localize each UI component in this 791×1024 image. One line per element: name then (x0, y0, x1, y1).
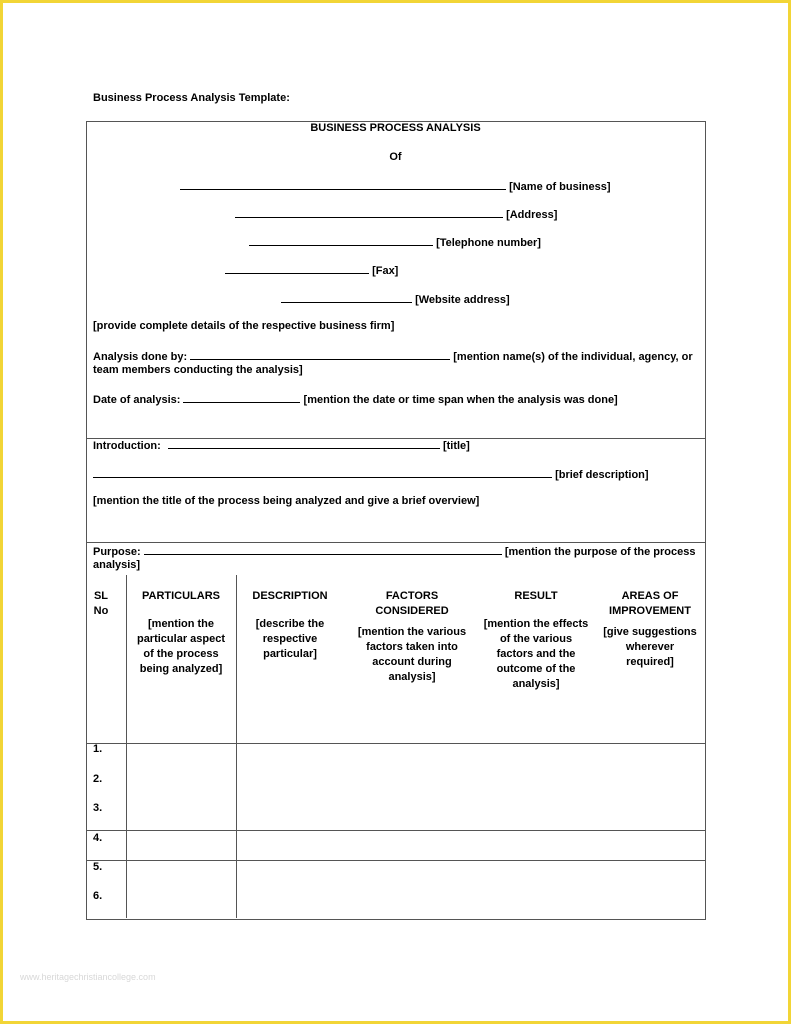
divider-row-5 (86, 860, 705, 861)
telephone-label: [Telephone number] (436, 237, 541, 249)
column-result-heading-line: RESULT (514, 590, 558, 602)
introduction-brief-note: [brief description] (555, 469, 649, 481)
watermark: www.heritagechristiancollege.com (20, 972, 156, 982)
column-result-instruction-line: factors and the (496, 648, 576, 660)
column-factors-considered (350, 589, 474, 685)
analysis-done-by-blank[interactable] (190, 349, 450, 360)
analysis-done-by-note: [mention name(s) of the individual, agency, or (453, 351, 693, 363)
column-result-instructions (478, 617, 594, 692)
column-description-instruction-line: particular] (263, 648, 317, 660)
purpose-label: Purpose: (93, 546, 141, 558)
column-result (478, 589, 594, 692)
date-of-analysis-label: Date of analysis: (93, 394, 181, 406)
analysis-done-by-label: Analysis done by: (93, 351, 188, 363)
table-row-number: 3. (93, 802, 103, 814)
address-blank[interactable] (235, 207, 503, 218)
column-particulars-heading-line: PARTICULARS (141, 590, 220, 602)
table-row-number: 5. (93, 861, 103, 873)
column-result-heading (478, 589, 594, 604)
column-factors-instruction-line: [mention the various (357, 626, 467, 638)
website-blank[interactable] (281, 292, 412, 303)
introduction-overview-note: [mention the title of the process being analyzed and give a brief overview] (93, 495, 480, 507)
column-factors-heading-line: FACTORS (385, 590, 439, 602)
table-row-number: 1. (93, 743, 103, 755)
divider-purpose (86, 542, 705, 543)
column-particulars-instruction-line: being analyzed] (139, 663, 223, 675)
column-result-instruction-line: analysis] (512, 678, 560, 690)
introduction-title-note: [title] (442, 440, 470, 452)
column-result-instruction-line: [mention the effects (483, 618, 589, 630)
analysis-done-by-note-continued: team members conducting the analysis] (93, 364, 303, 376)
column-improvement-heading-line: AREAS OF (621, 590, 679, 602)
column-particulars-instruction-line: [mention the (148, 618, 214, 630)
divider-row-4 (86, 830, 705, 831)
table-row-number: 4. (93, 832, 103, 844)
fax-row (225, 263, 398, 277)
divider-row-1 (86, 743, 705, 744)
column-improvement-instruction-line: [give suggestions (603, 626, 697, 638)
introduction-row (93, 438, 470, 452)
address-row (235, 207, 557, 221)
introduction-label: Introduction: (93, 440, 161, 452)
purpose-note-continued: analysis] (93, 559, 141, 571)
column-sl-no-heading-line: SL (93, 590, 109, 602)
name-of-business-row (180, 179, 611, 193)
column-particulars-instructions (127, 617, 235, 677)
column-sl-no-heading (88, 589, 114, 619)
fax-blank[interactable] (225, 263, 369, 274)
column-particulars-instruction-line: particular aspect (136, 633, 226, 645)
name-of-business-blank[interactable] (180, 179, 506, 190)
form-heading-of: Of (389, 151, 402, 163)
introduction-brief-blank[interactable] (93, 467, 552, 478)
column-description-instruction-line: respective (262, 633, 318, 645)
document-title: Business Process Analysis Template: (93, 92, 290, 104)
column-factors-instruction-line: account during (372, 656, 452, 668)
table-vline-2 (236, 575, 237, 918)
column-factors-heading (350, 589, 474, 619)
column-result-instruction-line: outcome of the (496, 663, 576, 675)
column-description-heading-line: DESCRIPTION (252, 590, 328, 602)
column-particulars-heading (127, 589, 235, 604)
website-label: [Website address] (415, 294, 510, 306)
column-factors-instruction-line: factors taken into (366, 641, 458, 653)
table-row-number: 6. (93, 890, 103, 902)
analysis-done-by-row (93, 349, 693, 363)
telephone-row (249, 235, 541, 249)
date-of-analysis-blank[interactable] (183, 392, 300, 403)
column-sl-no-heading-line: No (93, 605, 109, 617)
column-areas-of-improvement (598, 589, 702, 670)
column-improvement-instruction-line: wherever (625, 641, 675, 653)
purpose-blank[interactable] (144, 544, 502, 555)
website-row (281, 292, 510, 306)
column-result-instruction-line: of the various (499, 633, 573, 645)
column-factors-instructions (350, 625, 474, 685)
column-factors-instruction-line: analysis] (388, 671, 436, 683)
column-sl-no (88, 589, 114, 619)
column-description-heading (238, 589, 342, 604)
column-improvement-heading-line: IMPROVEMENT (609, 605, 691, 617)
column-description-instruction-line: [describe the (255, 618, 325, 630)
date-of-analysis-note: [mention the date or time span when the analysis was done] (303, 394, 618, 406)
column-improvement-instructions (598, 625, 702, 670)
column-particulars-instruction-line: of the process (143, 648, 219, 660)
introduction-title-blank[interactable] (168, 438, 440, 449)
date-of-analysis-row (93, 392, 618, 406)
column-improvement-instruction-line: required] (626, 656, 674, 668)
column-particulars (127, 589, 235, 677)
column-description-instructions (238, 617, 342, 662)
purpose-note: [mention the purpose of the process (504, 546, 696, 558)
form-heading: BUSINESS PROCESS ANALYSIS (310, 122, 481, 134)
column-description (238, 589, 342, 662)
column-improvement-heading (598, 589, 702, 619)
fax-label: [Fax] (372, 265, 399, 277)
purpose-row (93, 544, 696, 558)
introduction-brief-row (93, 467, 649, 481)
address-label: [Address] (506, 209, 558, 221)
name-of-business-label: [Name of business] (509, 181, 611, 193)
column-factors-heading-line: CONSIDERED (375, 605, 449, 617)
telephone-blank[interactable] (249, 235, 433, 246)
details-note: [provide complete details of the respective business firm] (93, 320, 395, 332)
table-row-number: 2. (93, 773, 103, 785)
